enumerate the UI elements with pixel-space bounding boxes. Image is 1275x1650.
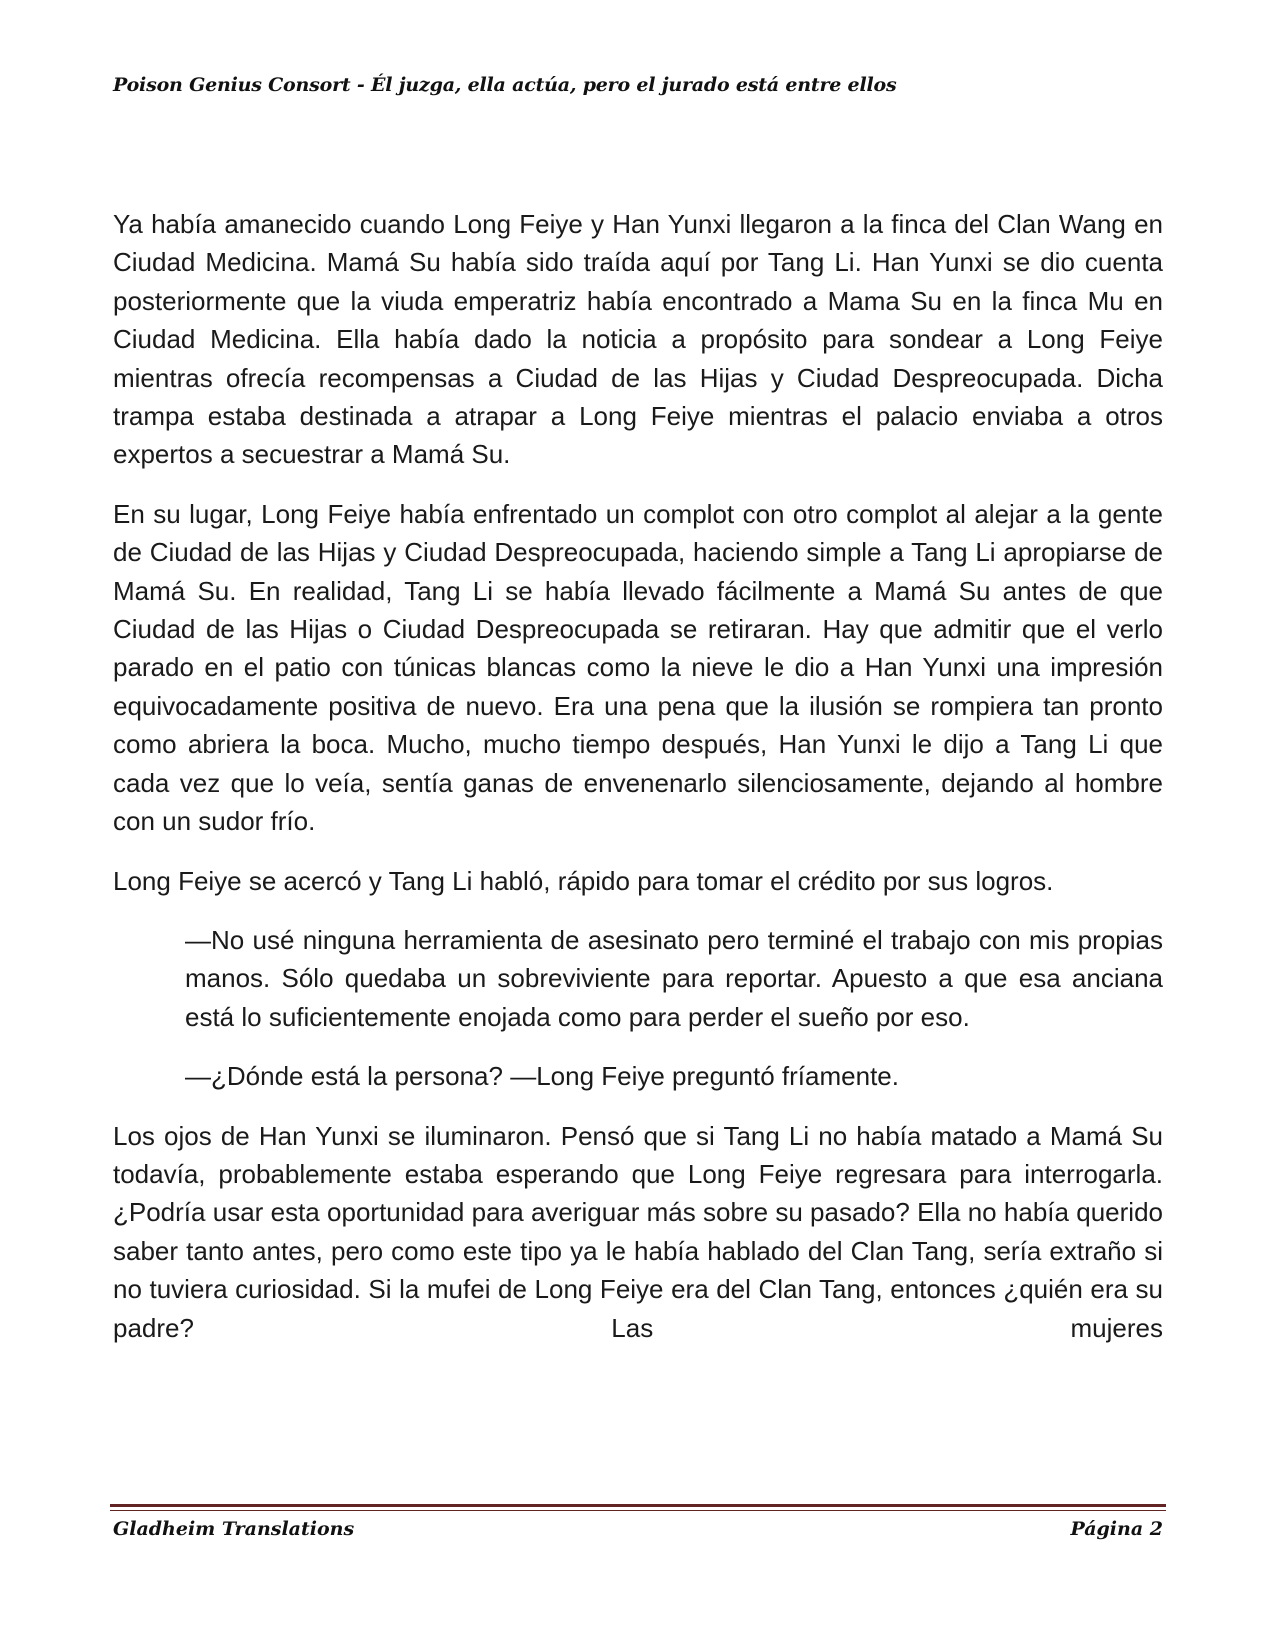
running-header: Poison Genius Consort - Él juzga, ella actúa, pero el jurado está entre ellos bbox=[113, 74, 897, 96]
paragraph: En su lugar, Long Feiye había enfrentado un complot con otro complot al alejar a la gente de Ciudad de las Hijas y Ciudad Despreocupada, haciendo simple a Tang Li apropiarse de Mamá Su. En realidad, Tang Li se había llevado fácilmente a Mamá Su antes de que Ciudad de las Hijas o Ciudad Despreocupada se retiraran. Hay que admitir que el verlo parado en el patio con túnicas blancas como la nieve le dio a Han Yunxi una impresión equivocadamente positiva de nuevo. Era una pena que la ilusión se rompiera tan pronto como abriera la boca. Mucho, mucho tiempo después, Han Yunxi le dijo a Tang Li que cada vez que lo veía, sentía ganas de envenenarlo silenciosamente, dejando al hombre con un sudor frío. bbox=[113, 498, 1163, 837]
paragraph: Long Feiye se acercó y Tang Li habló, rápido para tomar el crédito por sus logros. bbox=[113, 865, 1054, 896]
dialogue-paragraph: —¿Dónde está la persona? —Long Feiye preguntó fríamente. bbox=[185, 1061, 899, 1092]
footer-publisher: Gladheim Translations bbox=[113, 1518, 355, 1540]
paragraph: Los ojos de Han Yunxi se iluminaron. Pensó que si Tang Li no había matado a Mamá Su todavía, probablemente estaba esperando que Long Feiye regresara para interrogarla. ¿Podría usar esta oportunidad para averiguar más sobre su pasado? Ella no había querido saber tanto antes, pero como este tipo ya le había hablado del Clan Tang, sería extraño si no tuviera curiosidad. Si la mufei de Long Feiye era del Clan Tang, entonces ¿quién era su padre? Las mujeres bbox=[113, 1120, 1163, 1343]
page-number: Página 2 bbox=[1070, 1518, 1163, 1540]
body-text bbox=[113, 205, 1163, 1347]
footer-rule bbox=[110, 1504, 1166, 1511]
paragraph: Ya había amanecido cuando Long Feiye y Han Yunxi llegaron a la finca del Clan Wang en Ciudad Medicina. Mamá Su había sido traída aquí por Tang Li. Han Yunxi se dio cuenta posteriormente que la viuda emperatriz había encontrado a Mama Su en la finca Mu en Ciudad Medicina. Ella había dado la noticia a propósito para sondear a Long Feiye mientras ofrecía recompensas a Ciudad de las Hijas y Ciudad Despreocupada. Dicha trampa estaba destinada a atrapar a Long Feiye mientras el palacio enviaba a otros expertos a secuestrar a Mamá Su. bbox=[113, 209, 1163, 470]
dialogue-paragraph: —No usé ninguna herramienta de asesinato pero terminé el trabajo con mis propias manos. Sólo quedaba un sobreviviente para reportar. Apuesto a que esa anciana está lo suficientemente enojada como para perder el sueño por eso. bbox=[185, 924, 1163, 1032]
